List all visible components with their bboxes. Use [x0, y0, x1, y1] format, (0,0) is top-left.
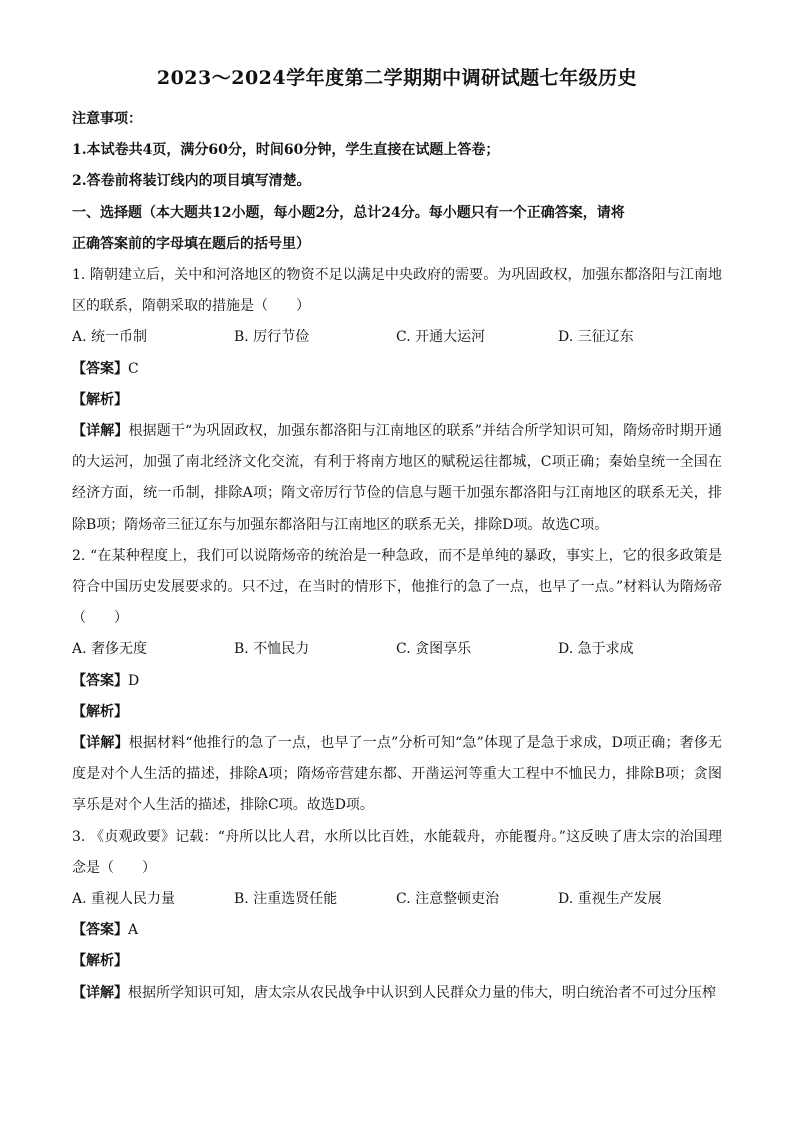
answer-line	[72, 354, 722, 385]
option-d: D. 三征辽东	[558, 329, 634, 346]
question-3	[72, 822, 722, 1009]
option-b: B. 注重选贤任能	[234, 891, 338, 908]
answer-label: 【答案】	[72, 360, 128, 377]
answer-value: D	[128, 672, 140, 689]
option-c: C. 注意整顿吏治	[396, 891, 500, 908]
answer-line	[72, 666, 722, 697]
option-d: D. 急于求成	[558, 641, 634, 658]
note-1: 1.本试卷共4页，满分60分，时间60分钟，学生直接在试题上答卷；	[72, 142, 500, 159]
question-stem: 3. 《贞观政要》记载：“舟所以比人君，水所以比百姓，水能载舟，亦能覆舟。”这反映了唐太宗的治国理念是（ ）	[72, 828, 722, 876]
option-c: C. 贪图享乐	[396, 641, 472, 658]
note-2: 2.答卷前将装订线内的项目填写清楚。	[72, 173, 311, 190]
exam-page	[72, 64, 722, 1009]
option-list	[72, 322, 722, 353]
analysis-label: 【解析】	[72, 953, 128, 970]
option-list	[72, 634, 722, 665]
answer-line	[72, 915, 722, 946]
section-heading-cont: 正确答案前的字母填在题后的括号里）	[72, 235, 310, 252]
detail-paragraph	[72, 728, 722, 822]
option-c: C. 开通大运河	[396, 329, 486, 346]
detail-label: 【详解】	[72, 984, 128, 1001]
answer-value: C	[128, 360, 139, 377]
question-stem: 1. 隋朝建立后，关中和河洛地区的物资不足以满足中央政府的需要。为巩固政权，加强东都洛阳与江南地区的联系，隋朝采取的措施是（ ）	[72, 267, 722, 315]
section-heading: 一、选择题（本大题共12小题，每小题2分，总计24分。每小题只有一个正确答案，请将	[72, 204, 625, 221]
detail-text: 根据材料“他推行的急了一点，也早了一点”分析可知“急”体现了是急于求成，D项正确；奢侈无度是对个人生活的描述，排除A项；隋炀帝营建东都、开凿运河等重大工程中不恤民力，排除B项；贪图享乐是对个人生活的描述，排除C项。故选D项。	[72, 735, 723, 814]
detail-paragraph	[72, 416, 722, 541]
option-b: B. 厉行节俭	[234, 329, 310, 346]
detail-paragraph	[72, 978, 722, 1009]
answer-label: 【答案】	[72, 672, 128, 689]
option-a: A. 重视人民力量	[72, 891, 176, 908]
option-d: D. 重视生产发展	[558, 891, 662, 908]
analysis-label: 【解析】	[72, 703, 128, 720]
answer-value: A	[128, 922, 139, 939]
option-a: A. 奢侈无度	[72, 641, 148, 658]
option-a: A. 统一币制	[72, 329, 148, 346]
detail-label: 【详解】	[72, 423, 129, 440]
detail-text: 根据题干“为巩固政权，加强东都洛阳与江南地区的联系”并结合所学知识可知，隋炀帝时期开通的大运河，加强了南北经济文化交流，有利于将南方地区的赋税运往都城，C项正确；秦始皇统一全国在经济方面，统一币制，排除A项；隋文帝厉行节俭的信息与题干加强东都洛阳与江南地区的联系无关，排除B项；隋炀帝三征辽东与加强东都洛阳与江南地区的联系无关，排除D项。故选C项。	[72, 423, 723, 533]
page-title: 2023～2024学年度第二学期期中调研试题七年级历史	[156, 67, 638, 89]
question-1	[72, 260, 722, 541]
option-b: B. 不恤民力	[234, 641, 310, 658]
detail-text: 根据所学知识可知，唐太宗从农民战争中认识到人民群众力量的伟大，明白统治者不可过分压榨	[128, 984, 716, 1001]
answer-label: 【答案】	[72, 922, 128, 939]
option-list	[72, 884, 722, 915]
question-2	[72, 541, 722, 822]
detail-label: 【详解】	[72, 735, 129, 752]
notes-heading: 注意事项：	[72, 111, 142, 127]
question-stem: 2. “在某种程度上，我们可以说隋炀帝的统治是一种急政，而不是单纯的暴政，事实上，它的很多政策是符合中国历史发展要求的。只不过，在当时的情形下，他推行的急了一点，也早了一点。”材料认为隋炀帝（ ）	[72, 547, 722, 627]
analysis-label: 【解析】	[72, 391, 128, 408]
